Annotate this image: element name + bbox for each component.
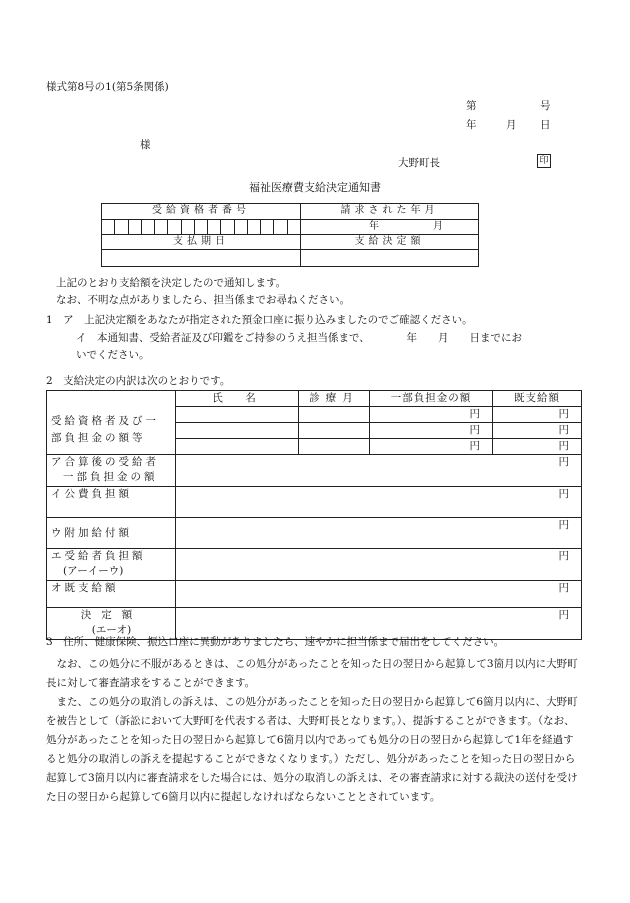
cell	[299, 423, 370, 439]
header-name: 氏 名	[176, 391, 299, 407]
cell	[299, 439, 370, 455]
yen-cell: 円	[493, 439, 582, 455]
recipients-row-label: 受給資格者及び一部負担金の額等	[47, 407, 176, 455]
row-a-amount: 円	[176, 455, 582, 487]
item3-text: 3 住所、健康保険、振込口座に異動がありましたら、速やかに担当係まで届出をしてください。	[46, 636, 505, 648]
yen-cell: 円	[370, 439, 493, 455]
breakdown-table	[46, 390, 582, 640]
legal-notice	[46, 655, 582, 807]
yen-cell: 円	[493, 423, 582, 439]
year-label: 年	[466, 119, 477, 131]
cell	[176, 407, 299, 423]
header-month: 診療月	[299, 391, 370, 407]
row-o-amount: 円	[176, 581, 582, 608]
go-label: 号	[540, 100, 551, 112]
yen-cell: 円	[370, 407, 493, 423]
lawsuit-paragraph: また、この処分の取消しの訴えは、この処分があったことを知った日の翌日から起算して6箇月以内に、大野町を被告として（訴訟において大野町を代表する者は、大野町長となります。）、提訴することができます。（なお、処分があったことを知った日の翌日から起算して6箇月以内であっても処分の日の翌日から起算して1年を経過すると処分の取消しの訴えを提起することができなくなります。）ただし、処分があったことを知った日の翌日から起算して3箇月以内に審査請求をした場合には、処分の取消しの訴えは、その審査請求に対する裁決の送付を受けた日の翌日から起算して6箇月以内に提起しなければならないこととされています。	[46, 696, 578, 803]
yen-cell: 円	[370, 423, 493, 439]
row-i-amount: 円	[176, 487, 582, 518]
decided-amount-value	[301, 250, 479, 267]
form-number: 様式第8号の1(第5条関係)	[46, 81, 169, 93]
row-e-label: エ受給者負担額 (アーイーウ)	[47, 549, 176, 581]
header-copay: 一部負担金の額	[370, 391, 493, 407]
row-final-amount: 円	[176, 608, 582, 640]
recipient-number-digits	[102, 219, 301, 234]
payment-date-value	[102, 250, 301, 267]
cell	[176, 439, 299, 455]
payment-date-header: 支払期日	[102, 234, 301, 250]
appeal-paragraph: なお、この処分に不服があるときは、この処分があったことを知った日の翌日から起算して3箇月以内に大野町長に対して審査請求をすることができます。	[46, 658, 578, 689]
claim-year-label: 年	[369, 220, 379, 232]
claim-month-value	[301, 219, 479, 234]
summary-table	[101, 203, 479, 267]
day-label: 日	[540, 119, 551, 131]
notice-sentence: 上記のとおり支給額を決定したので通知します。	[56, 277, 287, 289]
yen-cell: 円	[493, 407, 582, 423]
row-o-label: オ既支給額	[47, 581, 176, 608]
item1-i: イ 本通知書、受給者証及び印鑑をご持参のうえ担当係まで、 年 月 日までにお	[76, 332, 523, 344]
header-paid: 既支給額	[493, 391, 582, 407]
claim-month-label: 月	[433, 220, 443, 232]
recipient-number-header: 受給資格者番号	[102, 204, 301, 220]
decided-amount-header: 支給決定額	[301, 234, 479, 250]
cell	[299, 407, 370, 423]
document-title: 福祉医療費支給決定通知書	[249, 181, 381, 194]
row-u-amount: 円	[176, 518, 582, 549]
inquiry-sentence: なお、不明な点がありましたら、担当係までお尋ねください。	[56, 294, 350, 306]
row-e-amount: 円	[176, 549, 582, 581]
seal-mark: 印	[537, 154, 551, 168]
row-a-label: ア合算後の受給者 一部負担金の額	[47, 455, 176, 487]
claim-month-header: 請求された年月	[301, 204, 479, 220]
item1-i-continued: いでください。	[76, 349, 150, 361]
issuer-name: 大野町長	[398, 157, 440, 169]
row-u-label: ウ附加給付額	[47, 518, 176, 549]
addressee-honorific: 様	[140, 139, 151, 151]
row-i-label: イ公費負担額	[47, 487, 176, 518]
month-label: 月	[506, 119, 517, 131]
row-final-label: 決定額 (エーオ)	[47, 608, 176, 640]
corner-cell	[47, 391, 176, 407]
cell	[176, 423, 299, 439]
item2-heading: 2 支給決定の内訳は次のとおりです。	[46, 375, 231, 387]
item1-a: 1 ア 上記決定額をあなたが指定された預金口座に振り込みましたのでご確認ください。	[46, 314, 473, 326]
dai-label: 第	[466, 100, 477, 112]
